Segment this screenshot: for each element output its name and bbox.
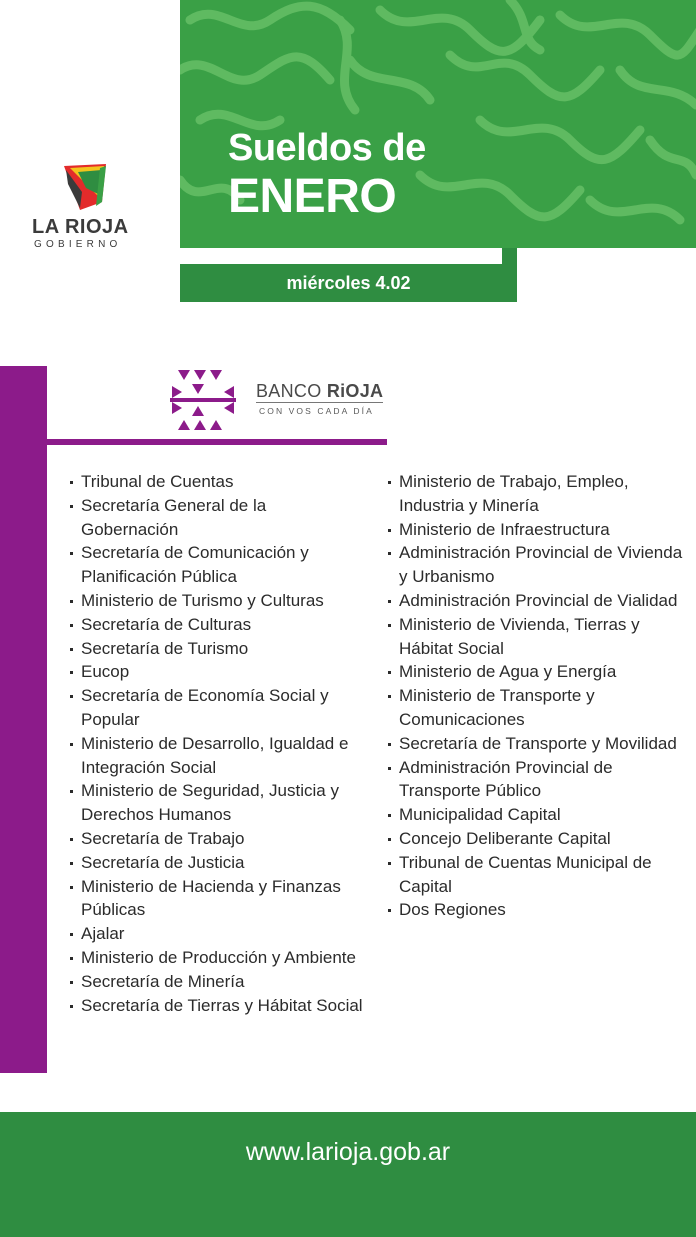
list-item: Ministerio de Turismo y Culturas xyxy=(68,589,368,613)
list-item: Administración Provincial de Transporte Público xyxy=(386,756,688,804)
list-item: Secretaría de Minería xyxy=(68,970,368,994)
purple-rule xyxy=(47,439,387,445)
title-line-1: Sueldos de xyxy=(228,127,426,169)
list-item: Municipalidad Capital xyxy=(386,803,688,827)
purple-side-bar xyxy=(0,366,47,1073)
date-strip-corner xyxy=(502,248,517,264)
list-item: Ministerio de Seguridad, Justicia y Derechos Humanos xyxy=(68,779,368,827)
list-item: Tribunal de Cuentas xyxy=(68,470,368,494)
list-item: Dos Regiones xyxy=(386,898,688,922)
bank-divider xyxy=(256,402,383,403)
list-item: Ministerio de Producción y Ambiente xyxy=(68,946,368,970)
list-item: Ministerio de Hacienda y Finanzas Públicas xyxy=(68,875,368,923)
bank-name xyxy=(256,381,383,402)
list-item: Ministerio de Infraestructura xyxy=(386,518,688,542)
payment-date: miércoles 4.02 xyxy=(286,273,411,293)
bank-tagline: CON VOS CADA DÍA xyxy=(259,406,374,416)
list-item: Ministerio de Vivienda, Tierras y Hábitat Social xyxy=(386,613,688,661)
list-item: Administración Provincial de Vialidad xyxy=(386,589,688,613)
list-item: Secretaría de Transporte y Movilidad xyxy=(386,732,688,756)
list-item: Ministerio de Transporte y Comunicaciones xyxy=(386,684,688,732)
list-item: Concejo Deliberante Capital xyxy=(386,827,688,851)
list-item: Administración Provincial de Vivienda y Urbanismo xyxy=(386,541,688,589)
list-item: Ministerio de Desarrollo, Igualdad e Integración Social xyxy=(68,732,368,780)
list-item: Secretaría de Tierras y Hábitat Social xyxy=(68,994,368,1018)
organizations-list-left xyxy=(68,470,368,1017)
date-strip-accent xyxy=(180,248,502,264)
list-item: Secretaría de Culturas xyxy=(68,613,368,637)
list-item: Secretaría de Trabajo xyxy=(68,827,368,851)
bank-name-part2: RiOJA xyxy=(326,381,384,401)
list-item: Secretaría de Justicia xyxy=(68,851,368,875)
list-item: Secretaría de Comunicación y Planificación Pública xyxy=(68,541,368,589)
list-item: Secretaría de Economía Social y Popular xyxy=(68,684,368,732)
list-item: Secretaría de Turismo xyxy=(68,637,368,661)
website-link[interactable]: www.larioja.gob.ar xyxy=(245,1138,451,1166)
organizations-list-right xyxy=(386,470,688,922)
list-item: Ajalar xyxy=(68,922,368,946)
banco-rioja-logo-icon xyxy=(168,366,238,434)
title-line-2: ENERO xyxy=(228,170,397,223)
list-item: Ministerio de Agua y Energía xyxy=(386,660,688,684)
gov-logo-name: LA RIOJA xyxy=(32,216,129,238)
list-item: Eucop xyxy=(68,660,368,684)
list-item: Ministerio de Trabajo, Empleo, Industria y Minería xyxy=(386,470,688,518)
gov-logo-subtitle: GOBIERNO xyxy=(34,239,122,250)
bank-name-part1: BANCO xyxy=(256,381,327,401)
list-item: Tribunal de Cuentas Municipal de Capital xyxy=(386,851,688,899)
list-item: Secretaría General de la Gobernación xyxy=(68,494,368,542)
